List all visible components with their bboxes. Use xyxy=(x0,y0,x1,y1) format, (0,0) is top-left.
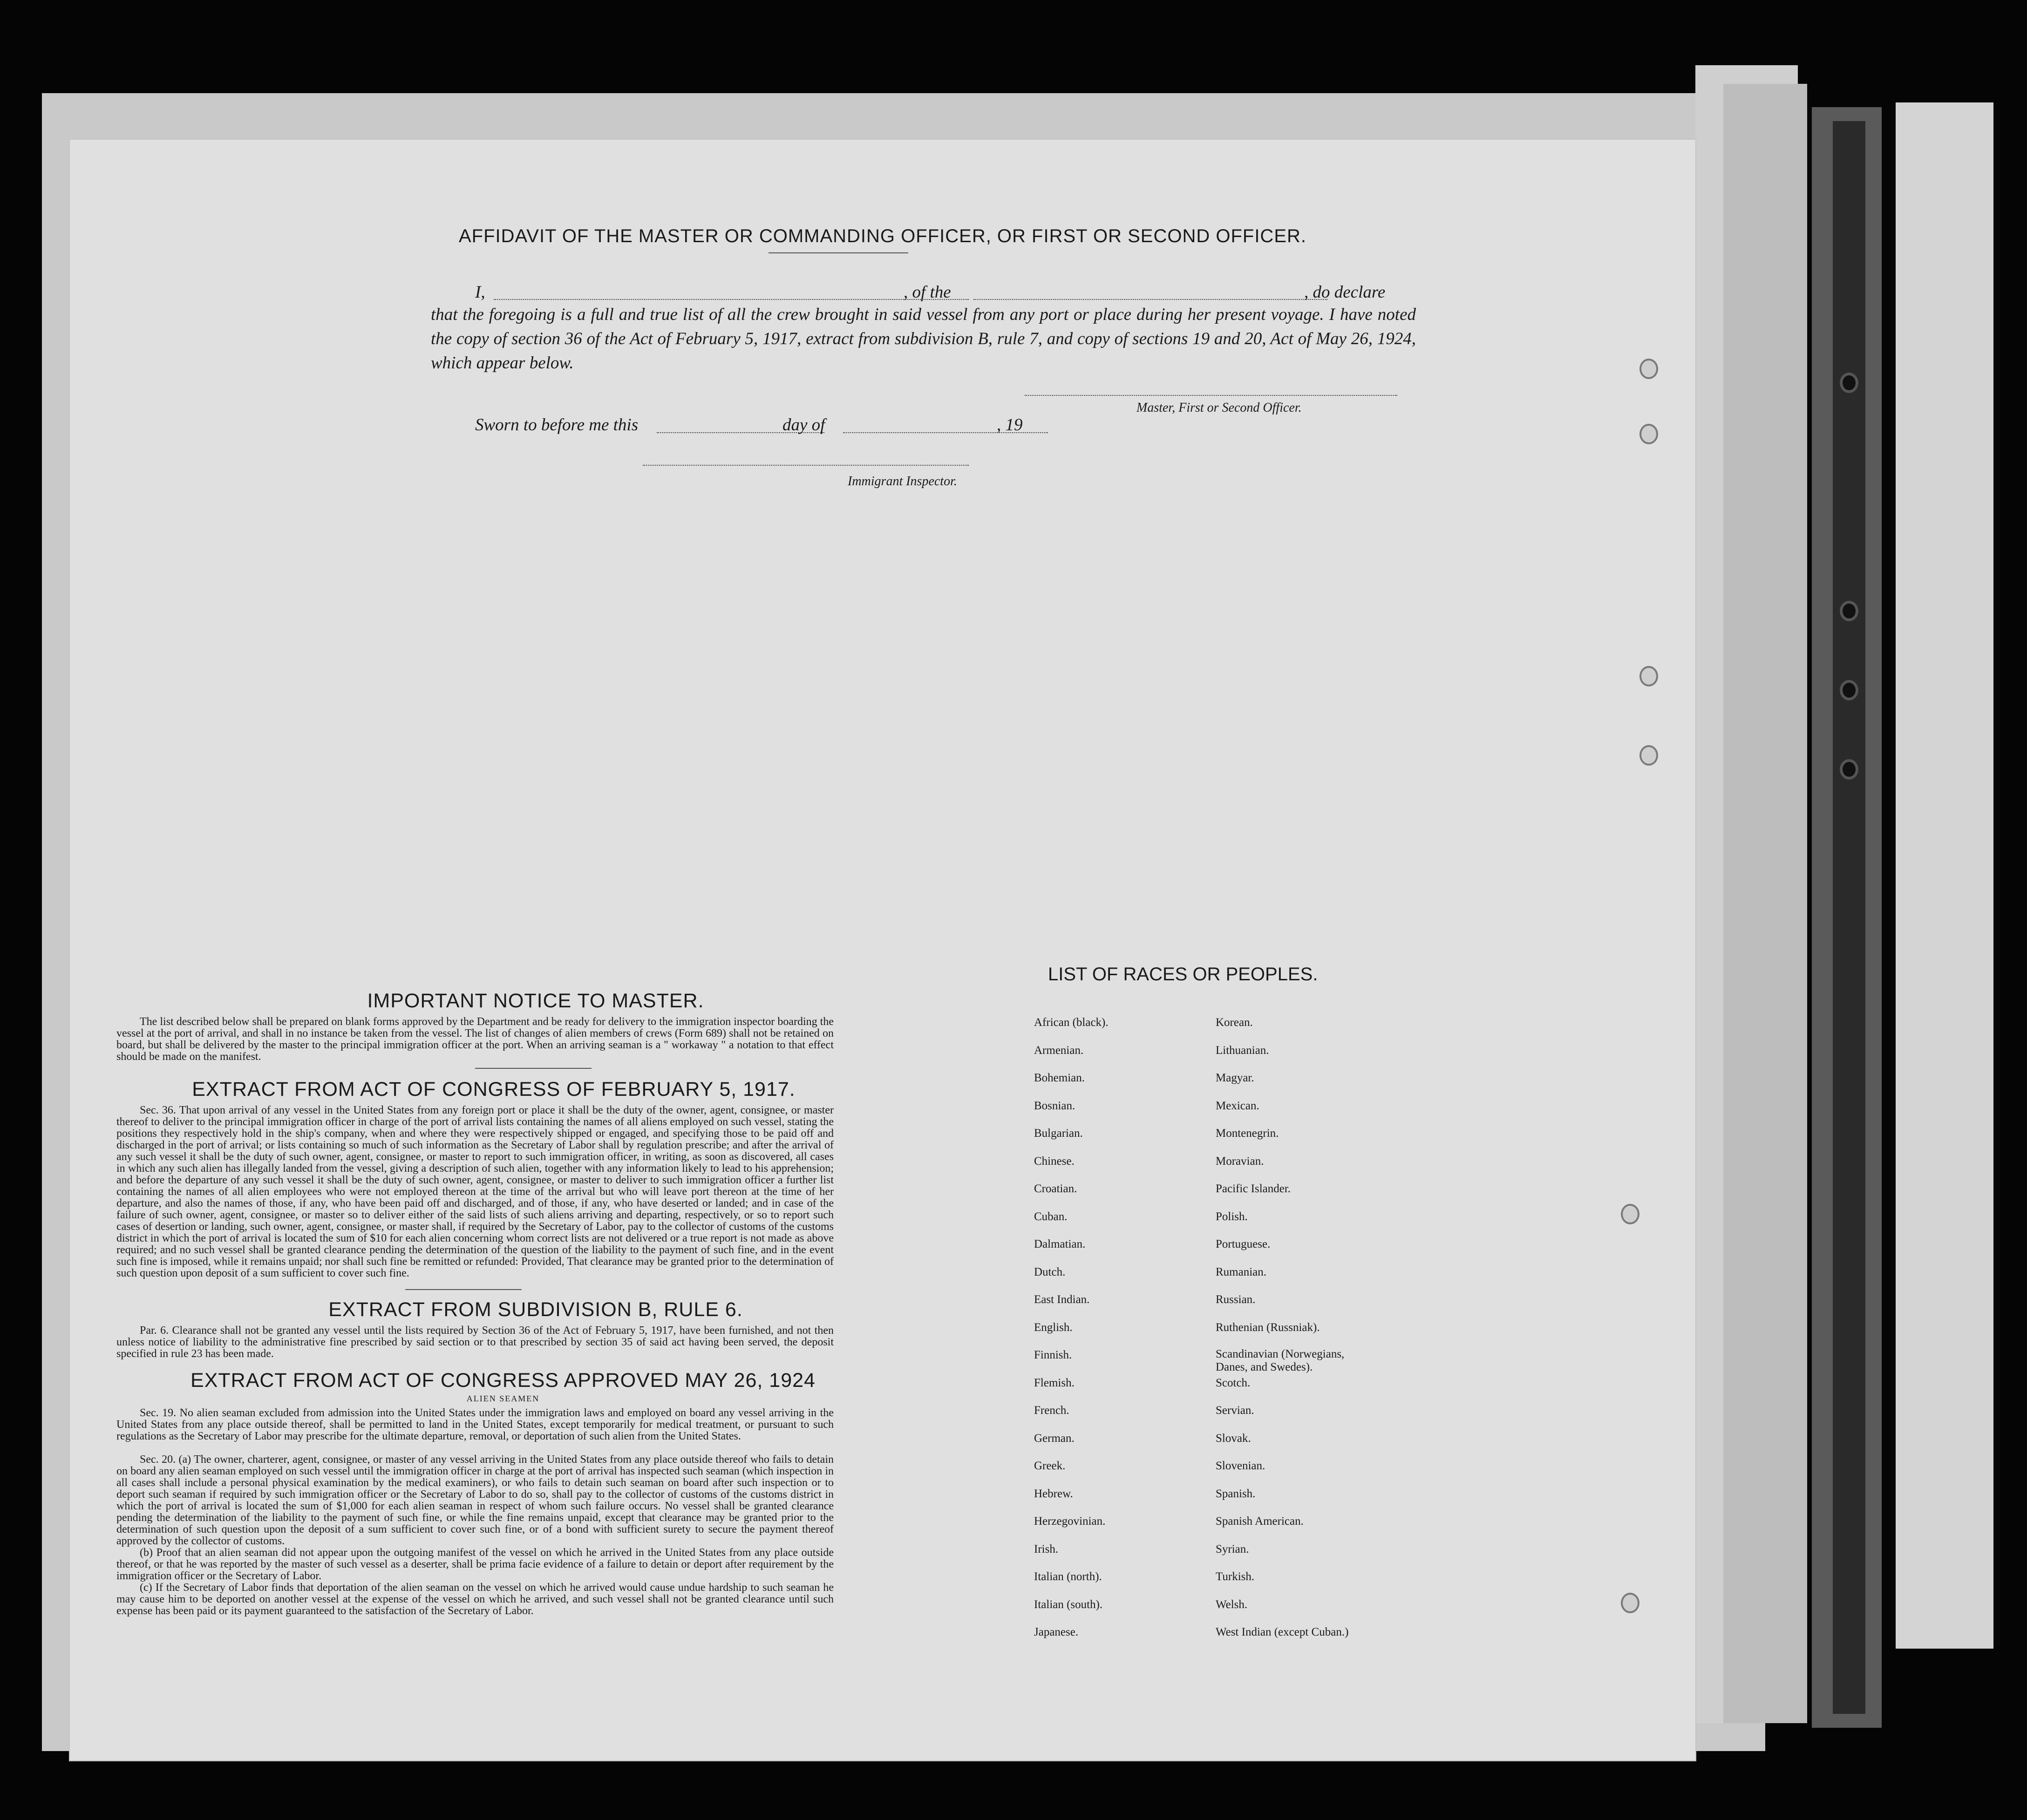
punch-hole xyxy=(1621,1204,1639,1224)
extract-1917-title: EXTRACT FROM ACT OF CONGRESS OF FEBRUARY 5, 1917. xyxy=(192,1078,796,1100)
affidavit-body: that the foregoing is a full and true list of all the crew brought in said vessel from any port or place during her present voyage. I have noted the copy of section 36 of the Act of February 5, 1917, extract from subdivision B, rule 7, and copy of sections 19 and 20, Act of May 26, 1924, which appear below. xyxy=(431,305,1416,373)
notice-text: The list described below shall be prepared on blank forms approved by the Department and be ready for delivery to the immigration inspector boarding the vessel at the port of arrival, and shall in no instance be taken from the vessel. The list of changes of alien members of crews (Form 689) shall not be retained on board, but shall be delivered by the master to the principal immigration officer at the port. When an arriving seaman is a " workaway " a notation to that effect should be made on the manifest. xyxy=(116,1016,834,1063)
binder-hole xyxy=(1840,680,1858,700)
sec20c-text: (c) If the Secretary of Labor finds that deportation of the alien seaman on the vessel on which he arrived would cause undue hardship to such seaman he may cause him to be deported on another vessel at the expense of the vessel on which he arrived, and such vessel shall not be granted clearance until such expense has been paid or its payment guaranteed to the satisfaction of the Secretary of Labor. xyxy=(116,1582,834,1617)
extract-1917-text: Sec. 36. That upon arrival of any vessel in the United States from any foreign port or place it shall be the duty of the owner, agent, consignee, or master thereof to deliver to the principal immigration officer in charge of the port of arrival lists containing the names of all aliens employed on such vessel, stating the positions they respectively hold in the ship's company, when and where they were respectively shipped or engaged, and specifying those to be paid off and discharged in the port of arrival; or lists containing so much of such information as the Secretary of Labor shall by regulation prescribe; and after the arrival of any such vessel it shall be the duty of such owner, agent, consignee, or master to report to such immigration officer, in writing, as soon as discovered, all cases in which any such alien has illegally landed from the vessel, giving a description of such alien, together with any information likely to lead to his apprehension; and before the departure of any such vessel it shall be the duty of such owner, agent, consignee, or master to deliver to such immigration officer a further list containing the names of all alien employees who were not employed thereon at the time of the arrival but who will leave port thereon at the time of her departure, and also the names of those, if any, who have been paid off and discharged, and of those, if any, who have deserted or landed; and in case of the failure of such owner, agent, consignee, or master so to deliver either of the said lists of such aliens arriving and departing, respectively, or so to report such cases of desertion or landing, such owner, agent, consignee, or master shall, if required by the Secretary of Labor, pay to the collector of customs of the customs district in which the port of arrival is located the sum of $10 for each alien concerning whom correct lists are not delivered or a true report is not made as above required; and no such vessel shall be granted clearance pending the determination of the question of the liability to the payment of such fine, and in the event such fine is imposed, while it remains unpaid; nor shall such fine be remitted or refunded: Provided, That clearance may be granted prior to the determination of such question upon deposit of a sum sufficient to cover such fine. xyxy=(116,1104,834,1279)
title-rule xyxy=(769,252,908,253)
race-item: Slovenian. xyxy=(1216,1460,1265,1472)
race-item: Finnish. xyxy=(1034,1349,1072,1361)
race-item: Bohemian. xyxy=(1034,1072,1085,1084)
notice-rule xyxy=(475,1068,592,1069)
race-item: Portuguese. xyxy=(1216,1238,1271,1250)
race-item: Welsh. xyxy=(1216,1598,1248,1611)
binder-hole xyxy=(1840,373,1858,393)
race-item: Flemish. xyxy=(1034,1376,1075,1389)
race-item: Slovak. xyxy=(1216,1432,1251,1445)
race-item: Cuban. xyxy=(1034,1210,1068,1223)
sworn-label: Sworn to before me this xyxy=(475,415,639,435)
race-item: English. xyxy=(1034,1321,1073,1334)
race-item: Dutch. xyxy=(1034,1265,1066,1278)
inspector-signature-line[interactable] xyxy=(643,465,969,466)
race-item: Spanish American. xyxy=(1216,1515,1304,1528)
race-item: Herzegovinian. xyxy=(1034,1515,1106,1528)
punch-hole xyxy=(1639,424,1658,444)
affidavit-of-the-label: , of the xyxy=(904,283,951,302)
race-item: Lithuanian. xyxy=(1216,1044,1269,1057)
name-blank[interactable] xyxy=(494,299,969,300)
race-item: Italian (south). xyxy=(1034,1598,1103,1611)
race-item: Syrian. xyxy=(1216,1542,1249,1555)
affidavit-do-declare-label: , do declare xyxy=(1304,283,1386,302)
underlying-sheet-right xyxy=(1723,84,1807,1723)
affidavit-sheet xyxy=(70,140,1695,1760)
race-item: Servian. xyxy=(1216,1404,1254,1417)
year-label: , 19 xyxy=(997,415,1023,435)
race-item: Mexican. xyxy=(1216,1099,1259,1112)
race-item: Bosnian. xyxy=(1034,1099,1075,1112)
race-item: Italian (north). xyxy=(1034,1570,1102,1583)
extract-1924-subtitle: ALIEN SEAMEN xyxy=(466,1394,540,1403)
race-item: Croatian. xyxy=(1034,1182,1077,1195)
race-item: Moravian. xyxy=(1216,1154,1264,1168)
extract-1917-rule xyxy=(405,1289,522,1290)
extract-1924-title: EXTRACT FROM ACT OF CONGRESS APPROVED MAY 26, 1924 xyxy=(190,1369,816,1392)
race-item: Polish. xyxy=(1216,1210,1248,1223)
inspector-label: Immigrant Inspector. xyxy=(848,474,957,489)
race-item: German. xyxy=(1034,1432,1075,1445)
punch-hole xyxy=(1621,1593,1639,1613)
affidavit-title: AFFIDAVIT OF THE MASTER OR COMMANDING OFFICER, OR FIRST OR SECOND OFFICER. xyxy=(459,226,1306,246)
race-item: East Indian. xyxy=(1034,1293,1090,1306)
binder-hole xyxy=(1840,601,1858,621)
race-item: Bulgarian. xyxy=(1034,1127,1083,1140)
rule6-text: Par. 6. Clearance shall not be granted any vessel until the lists required by Section 36 of the Act of February 5, 1917, have been furnished, and not then unless notice of liability to the administrative fine prescribed by said section or to that prescribed by section 35 of said act having been served, the deposit specified in rule 23 has been made. xyxy=(116,1324,834,1360)
punch-hole xyxy=(1639,666,1658,686)
punch-hole xyxy=(1639,359,1658,379)
race-item: Hebrew. xyxy=(1034,1487,1073,1500)
race-item: Montenegrin. xyxy=(1216,1127,1279,1140)
race-item: Magyar. xyxy=(1216,1072,1254,1084)
race-item: Armenian. xyxy=(1034,1044,1084,1057)
race-item: African (black). xyxy=(1034,1016,1109,1029)
race-item: Ruthenian (Russniak). xyxy=(1216,1321,1320,1334)
binder-hole xyxy=(1840,759,1858,780)
race-item: Spanish. xyxy=(1216,1487,1256,1500)
vessel-blank[interactable] xyxy=(973,299,1327,300)
race-item: Scandinavian (Norwegians, Danes, and Swedes). xyxy=(1216,1348,1345,1373)
race-item: Greek. xyxy=(1034,1460,1066,1472)
sec19-text: Sec. 19. No alien seaman excluded from admission into the United States under the immigration laws and employed on board any vessel arriving in the United States from any place outside thereof, shall be permitted to land in the United States, except temporarily for medical treatment, or pursuant to such regulations as the Secretary of Labor may prescribe for the ultimate departure, removal, or deportation of such alien from the United States. xyxy=(116,1407,834,1442)
master-signature-line[interactable] xyxy=(1025,395,1397,396)
race-item: Rumanian. xyxy=(1216,1265,1267,1278)
race-item: Japanese. xyxy=(1034,1626,1079,1638)
race-item: Pacific Islander. xyxy=(1216,1182,1291,1195)
race-item: Russian. xyxy=(1216,1293,1256,1306)
notice-title: IMPORTANT NOTICE TO MASTER. xyxy=(367,990,704,1012)
sec20a-text: Sec. 20. (a) The owner, charterer, agent, consignee, or master of any vessel arriving in the United States from any place outside thereof who fails to detain on board any alien seaman employed on such vessel until the immigration officer in charge at the port of arrival has inspected such seaman (which inspection in all cases shall include a personal physical examination by the medical examiners), or who fails to detain such seaman on board after such inspection or to deport such seaman if required by such immigration officer or the Secretary of Labor to do so, shall pay to the collector of customs of the customs district in which the port of arrival is located the sum of $1,000 for each alien seaman in respect of whom such failure occurs. No vessel shall be granted clearance pending the determination of the liability to the payment of such fine, or while the fine remains unpaid, except that clearance may be granted prior to the determination of such question upon the deposit of a sum sufficient to cover such fine, or of a bond with sufficient surety to secure the payment thereof approved by the collector of customs. xyxy=(116,1453,834,1547)
sec20b-text: (b) Proof that an alien seaman did not appear upon the outgoing manifest of the vessel on which he arrived in the United States from any place outside thereof, or that he was reported by the master of such vessel as a deserter, shall be prima facie evidence of a failure to detain or deport after requirement by the immigration officer or the Secretary of Labor. xyxy=(116,1547,834,1582)
race-item: Irish. xyxy=(1034,1542,1059,1555)
rule6-title: EXTRACT FROM SUBDIVISION B, RULE 6. xyxy=(328,1298,743,1321)
race-item: Chinese. xyxy=(1034,1154,1075,1168)
race-item: French. xyxy=(1034,1404,1069,1417)
race-item: West Indian (except Cuban.) xyxy=(1216,1626,1349,1638)
day-of-label: day of xyxy=(782,415,825,435)
race-item: Turkish. xyxy=(1216,1570,1255,1583)
race-item: Scotch. xyxy=(1216,1376,1251,1389)
master-signature-label: Master, First or Second Officer. xyxy=(1136,401,1302,415)
race-item: Dalmatian. xyxy=(1034,1238,1086,1250)
underlying-sheet-far-right xyxy=(1896,102,1993,1649)
affidavit-i-label: I, xyxy=(475,283,485,302)
races-title: LIST OF RACES OR PEOPLES. xyxy=(1048,964,1318,985)
binder-strip-inner xyxy=(1833,121,1865,1714)
punch-hole xyxy=(1639,745,1658,766)
race-item: Korean. xyxy=(1216,1016,1253,1029)
